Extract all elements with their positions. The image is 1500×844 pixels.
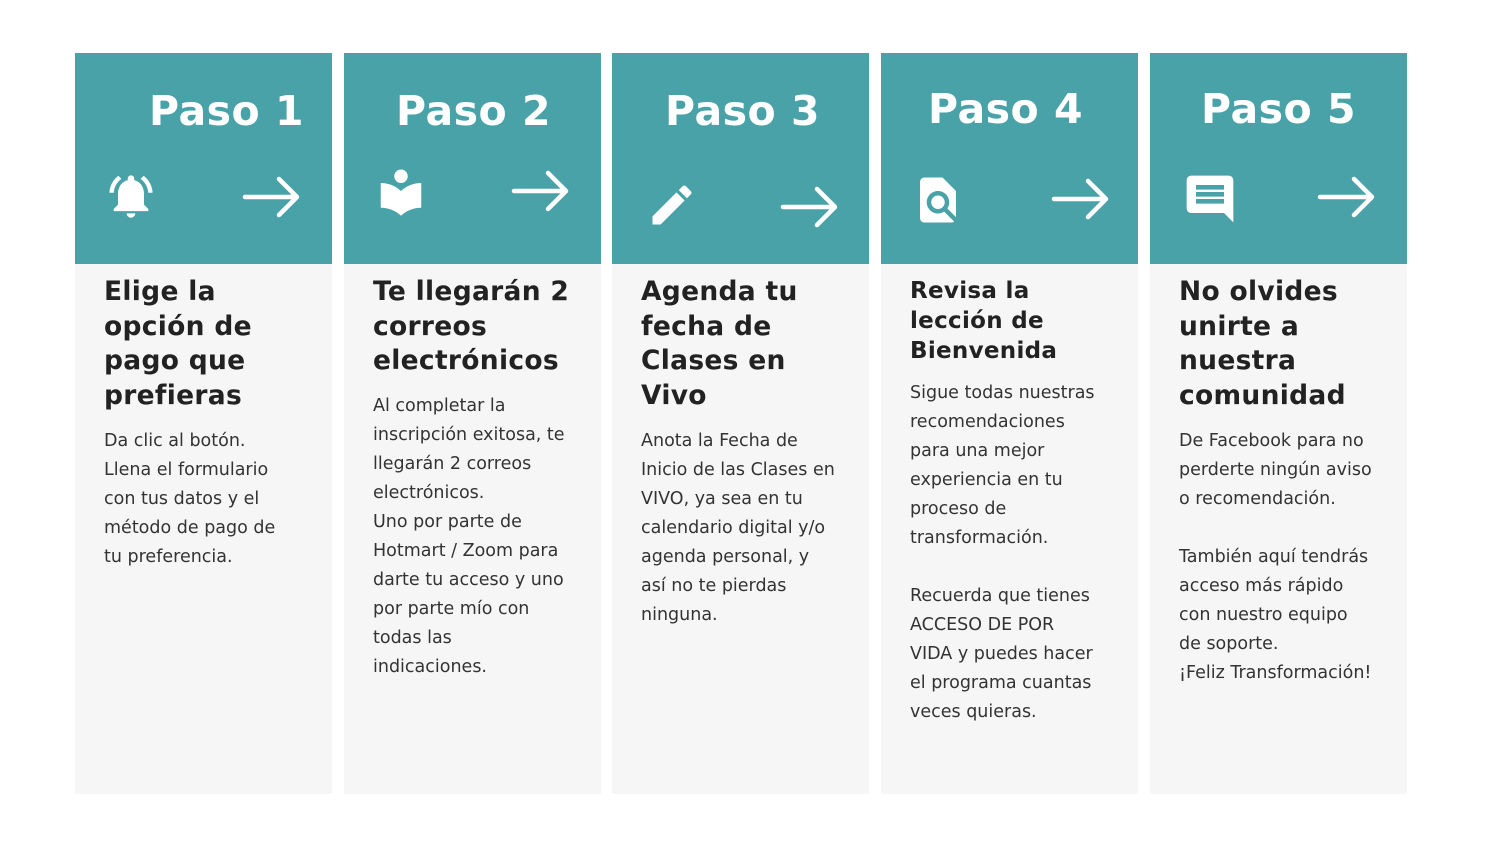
chat-message-icon — [1182, 171, 1238, 227]
step-description: De Facebook para no perderte ningún aviso o recomendación. También aquí tendrás acceso más rápido con nuestro equipo de soporte. ¡Feliz Transformación! — [1179, 431, 1372, 683]
step-title: Te llegarán 2 correos electrónicos — [373, 276, 570, 376]
step-description: Da clic al botón. Llena el formulario con tus datos y el método de pago de tu preferencia. — [104, 431, 276, 567]
step-heading: Paso 4 — [928, 85, 1083, 133]
step-card-2 — [344, 53, 601, 794]
step-card-5 — [1150, 53, 1407, 794]
document-search-icon — [911, 171, 965, 229]
arrow-right-icon — [780, 185, 840, 229]
step-title: Agenda tu fecha de Clases en Vivo — [641, 276, 798, 411]
arrow-right-icon — [1051, 177, 1111, 221]
arrow-right-icon — [242, 175, 302, 219]
arrow-right-icon — [511, 169, 571, 213]
pencil-icon — [646, 179, 698, 231]
step-title: Revisa la lección de Bienvenida — [910, 278, 1058, 364]
step-card-1 — [75, 53, 332, 794]
step-header-2 — [344, 53, 601, 264]
step-description: Al completar la inscripción exitosa, te llegarán 2 correos electrónicos. Uno por parte de Hotmart / Zoom para darte tu acceso y uno por parte mío con todas las indicaciones. — [373, 396, 565, 677]
step-title: No olvides unirte a nuestra comunidad — [1179, 276, 1346, 411]
bell-icon — [105, 170, 157, 222]
step-heading: Paso 5 — [1201, 85, 1356, 133]
step-title: Elige la opción de pago que prefieras — [104, 276, 252, 411]
step-description: Sigue todas nuestras recomendaciones para una mejor experiencia en tu proceso de transformación. Recuerda que tienes ACCESO DE POR VIDA y puedes hacer el programa cuantas veces quieras. — [910, 383, 1095, 722]
step-header-1 — [75, 53, 332, 264]
step-header-4 — [881, 53, 1138, 264]
step-card-4 — [881, 53, 1138, 794]
step-heading: Paso 1 — [149, 87, 304, 135]
step-description: Anota la Fecha de Inicio de las Clases en VIVO, ya sea en tu calendario digital y/o agenda personal, y así no te pierdas ninguna. — [641, 431, 835, 625]
reader-book-icon — [374, 165, 428, 219]
step-card-3 — [612, 53, 869, 794]
step-header-3 — [612, 53, 869, 264]
step-heading: Paso 3 — [665, 87, 820, 135]
arrow-right-icon — [1317, 175, 1377, 219]
step-header-5 — [1150, 53, 1407, 264]
step-heading: Paso 2 — [396, 87, 551, 135]
